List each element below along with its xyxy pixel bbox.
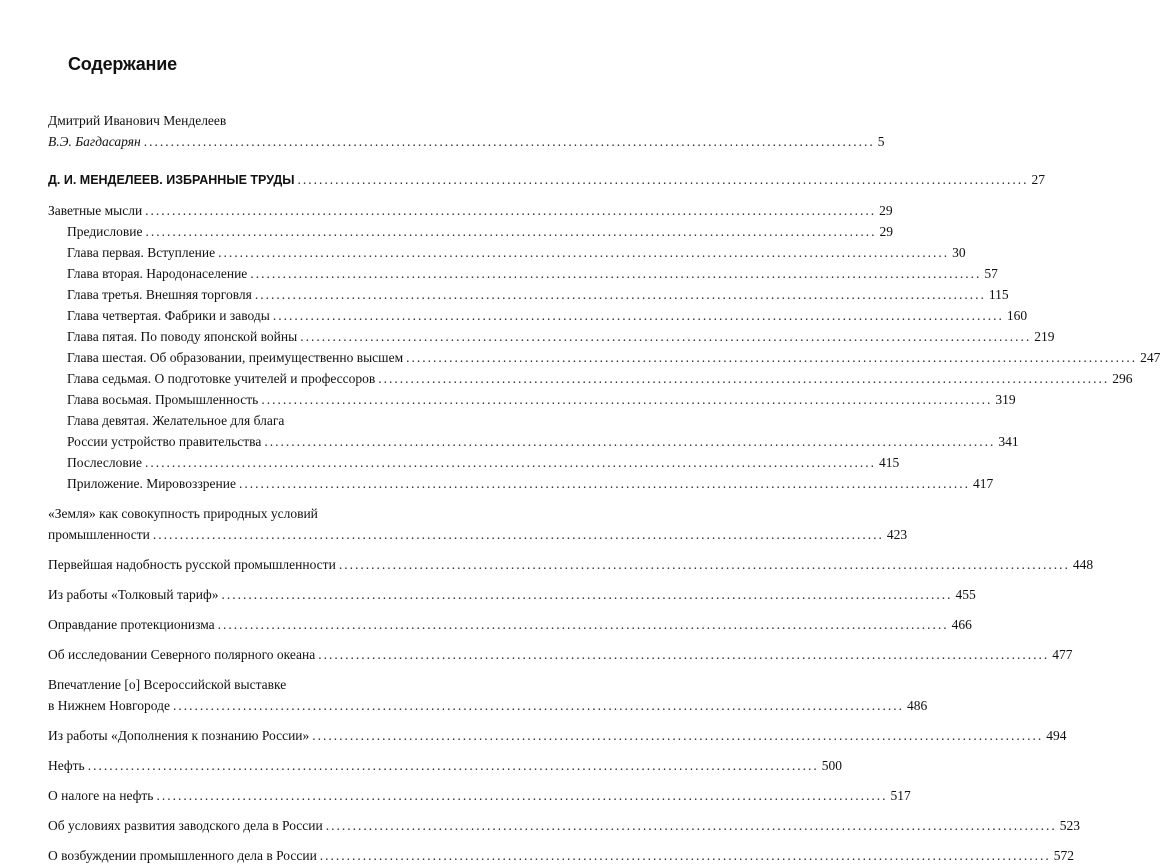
- entry-label: Из работы «Толковый тариф»: [48, 587, 219, 602]
- entry-label: Глава пятая. По поводу японской войны: [67, 329, 298, 344]
- toc-entry-vpechatlenie[interactable]: [48, 695, 928, 716]
- page-number: 219: [1034, 329, 1055, 344]
- toc-entry[interactable]: [48, 755, 842, 776]
- toc-chapter[interactable]: [67, 389, 1016, 410]
- dot-leader: ........................................................................................................................................: [272, 308, 1004, 323]
- entry-label: Глава четвертая. Фабрики и заводы: [67, 308, 270, 323]
- dot-leader: ........................................................................................................................................: [87, 758, 819, 773]
- toc-chapter[interactable]: [67, 284, 1009, 305]
- dot-leader: ........................................................................................................................................: [318, 647, 1050, 662]
- page-number: 415: [878, 455, 900, 470]
- page-number: 448: [1072, 557, 1094, 572]
- dot-leader: ........................................................................................................................................: [312, 728, 1044, 743]
- entry-label: России устройство правительства: [67, 434, 262, 449]
- toc-chapter[interactable]: [67, 368, 1133, 389]
- entry-label: Предисловие: [67, 224, 143, 239]
- table-of-contents: [48, 110, 1160, 866]
- entry-label: Первейшая надобность русской промышленности: [48, 557, 336, 572]
- entry-label: Оправдание протекционизма: [48, 617, 215, 632]
- dot-leader: ........................................................................................................................................: [338, 557, 1070, 572]
- dot-leader: ........................................................................................................................................: [261, 392, 993, 407]
- dot-leader: ........................................................................................................................................: [221, 587, 953, 602]
- entry-label: промышленности: [48, 527, 150, 542]
- toc-chapter[interactable]: [67, 452, 900, 473]
- page-number: 27: [1031, 172, 1045, 187]
- dot-leader: ........................................................................................................................................: [144, 455, 876, 470]
- page-number: 296: [1112, 371, 1133, 386]
- toc-chapter[interactable]: [67, 326, 1055, 347]
- entry-label: в Нижнем Новгороде: [48, 698, 170, 713]
- page-number: 341: [998, 434, 1019, 449]
- entry-label: О возбуждении промышленного дела в России: [48, 848, 317, 863]
- toc-section-heading[interactable]: [48, 169, 1045, 191]
- toc-chapter[interactable]: [67, 263, 998, 284]
- toc-entry[interactable]: [48, 614, 972, 635]
- dot-leader: ........................................................................................................................................: [217, 617, 949, 632]
- page-number: 247: [1140, 350, 1160, 365]
- page-number: 115: [988, 287, 1009, 302]
- entry-label: Глава первая. Вступление: [67, 245, 216, 260]
- dot-leader: ........................................................................................................................................: [238, 476, 970, 491]
- entry-label: Нефть: [48, 758, 85, 773]
- dot-leader: ........................................................................................................................................: [250, 266, 982, 281]
- entry-label: Об условиях развития заводского дела в России: [48, 818, 323, 833]
- entry-label: Из работы «Дополнения к познанию России»: [48, 728, 310, 743]
- toc-entry-intro-author[interactable]: [48, 131, 885, 152]
- toc-entry-zemlya-line1: «Земля» как совокупность природных условий: [48, 506, 318, 521]
- toc-entry[interactable]: [48, 644, 1073, 665]
- entry-label: Приложение. Мировоззрение: [67, 476, 236, 491]
- page-number: 30: [952, 245, 966, 260]
- dot-leader: ........................................................................................................................................: [325, 818, 1057, 833]
- page-number: 57: [984, 266, 998, 281]
- page-number: 29: [879, 224, 893, 239]
- dot-leader: ........................................................................................................................................: [297, 172, 1029, 187]
- dot-leader: ........................................................................................................................................: [319, 848, 1051, 863]
- page-number: 477: [1052, 647, 1073, 662]
- entry-label: Глава восьмая. Промышленность: [67, 392, 259, 407]
- page-number: 29: [879, 203, 893, 218]
- toc-entry-intro-title: Дмитрий Иванович Менделеев: [48, 113, 227, 128]
- page-number: 572: [1053, 848, 1075, 863]
- toc-entry[interactable]: [48, 554, 1094, 575]
- dot-leader: ........................................................................................................................................: [145, 224, 877, 239]
- dot-leader: ........................................................................................................................................: [156, 788, 888, 803]
- page-number: 423: [886, 527, 908, 542]
- toc-entry[interactable]: [48, 584, 976, 605]
- entry-label: Послесловие: [67, 455, 142, 470]
- dot-leader: ........................................................................................................................................: [143, 134, 875, 149]
- dot-leader: ........................................................................................................................................: [254, 287, 986, 302]
- toc-chapter-9-line1: Глава девятая. Желательное для блага: [67, 413, 285, 428]
- entry-label: Д. И. МЕНДЕЛЕЕВ. ИЗБРАННЫЕ ТРУДЫ: [48, 173, 295, 187]
- page-number: 517: [890, 788, 911, 803]
- dot-leader: ........................................................................................................................................: [152, 527, 884, 542]
- dot-leader: ........................................................................................................................................: [145, 203, 877, 218]
- toc-entry[interactable]: [48, 785, 911, 806]
- entry-label: Об исследовании Северного полярного океана: [48, 647, 316, 662]
- toc-chapter[interactable]: [67, 242, 966, 263]
- page-number: 466: [951, 617, 972, 632]
- toc-entry[interactable]: [48, 815, 1080, 836]
- entry-label: В.Э. Багдасарян: [48, 134, 141, 149]
- toc-chapter-9[interactable]: [67, 431, 1019, 452]
- page-title: Содержание: [68, 54, 177, 74]
- toc-entry-zemlya[interactable]: [48, 524, 908, 545]
- page-number: 523: [1059, 818, 1080, 833]
- page-number: 486: [906, 698, 928, 713]
- toc-entry-vpechatlenie-line1: Впечатление [о] Всероссийской выставке: [48, 677, 287, 692]
- chapter-list: [48, 221, 1160, 494]
- toc-chapter[interactable]: [67, 305, 1028, 326]
- page-number: 500: [821, 758, 842, 773]
- dot-leader: ........................................................................................................................................: [406, 350, 1138, 365]
- entry-label: Глава седьмая. О подготовке учителей и профессоров: [67, 371, 376, 386]
- page-number: 417: [972, 476, 994, 491]
- toc-entry[interactable]: [48, 845, 1075, 866]
- toc-entry-zavetnye[interactable]: [48, 200, 893, 221]
- entry-label: Глава шестая. Об образовании, преимущественно высшем: [67, 350, 404, 365]
- dot-leader: ........................................................................................................................................: [264, 434, 996, 449]
- dot-leader: ........................................................................................................................................: [300, 329, 1032, 344]
- toc-chapter[interactable]: [67, 347, 1160, 368]
- page-number: 455: [955, 587, 976, 602]
- dot-leader: ........................................................................................................................................: [172, 698, 904, 713]
- page-number: 5: [877, 134, 885, 149]
- toc-chapter[interactable]: [67, 473, 994, 494]
- toc-entry[interactable]: [48, 725, 1067, 746]
- dot-leader: ........................................................................................................................................: [378, 371, 1110, 386]
- entry-label: Заветные мысли: [48, 203, 143, 218]
- page-number: 160: [1006, 308, 1028, 323]
- entry-label: Глава вторая. Народонаселение: [67, 266, 248, 281]
- page-number: 494: [1046, 728, 1067, 743]
- page-number: 319: [995, 392, 1016, 407]
- dot-leader: ........................................................................................................................................: [218, 245, 950, 260]
- entry-label: Глава третья. Внешняя торговля: [67, 287, 252, 302]
- toc-chapter[interactable]: [67, 221, 893, 242]
- entry-label: О налоге на нефть: [48, 788, 154, 803]
